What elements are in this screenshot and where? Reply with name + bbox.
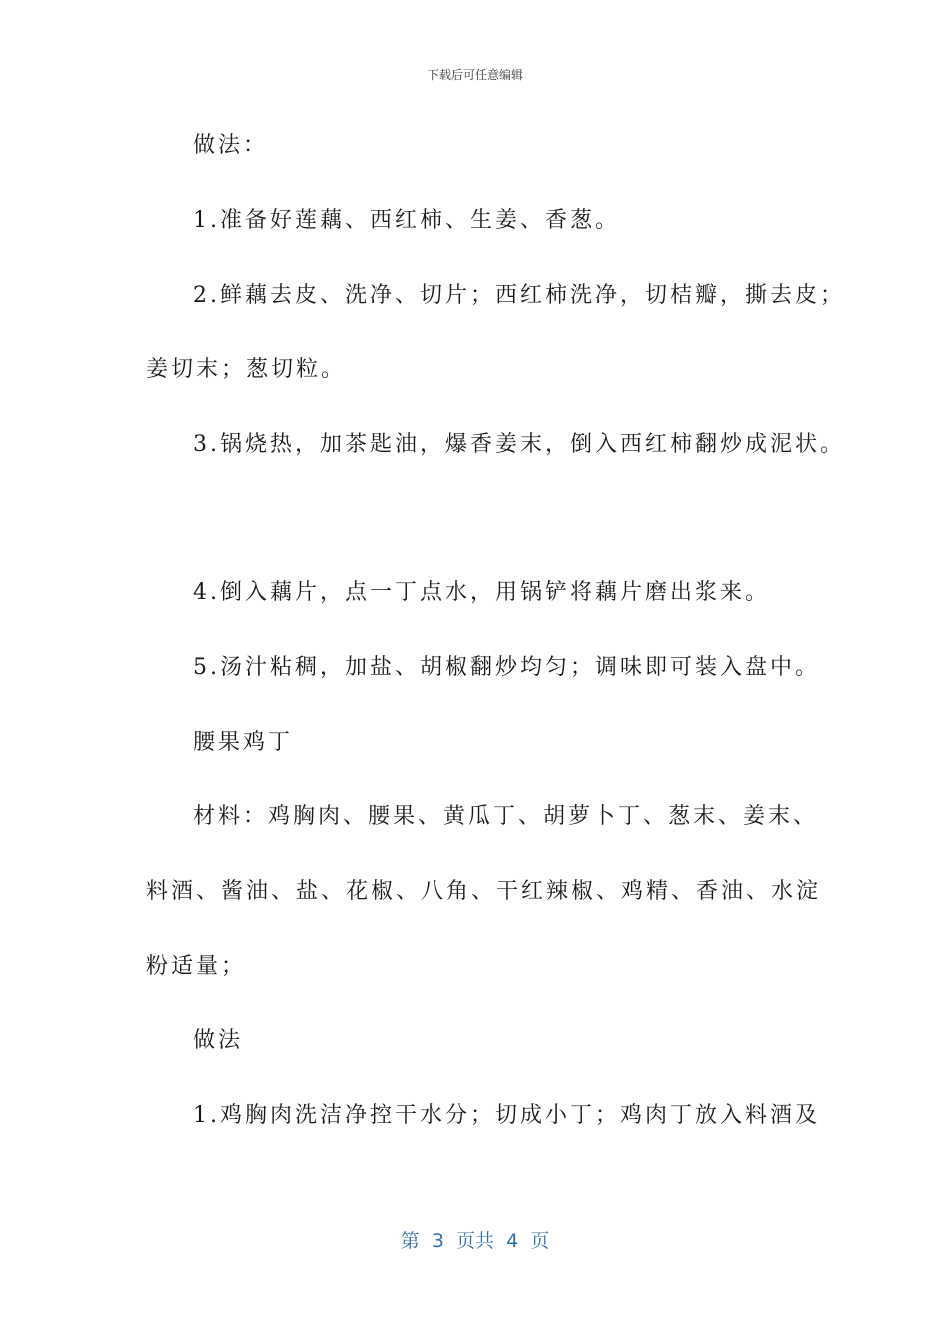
method-heading: 做法：	[193, 133, 269, 158]
step-1-second-recipe: 1.鸡胸肉洗洁净控干水分；切成小丁；鸡肉丁放入料酒及	[193, 1103, 820, 1128]
step-2-continued: 姜切末；葱切粒。	[146, 357, 347, 382]
ingredients-line-3: 粉适量；	[146, 954, 247, 979]
page-footer: 第 3 页共 4 页	[400, 1230, 550, 1252]
step-2: 2.鲜藕去皮、洗净、切片；西红柿洗净，切桔瓣，撕去皮；	[193, 283, 845, 308]
step-5: 5.汤汁粘稠，加盐、胡椒翻炒均匀；调味即可装入盘中。	[193, 655, 820, 680]
step-1: 1.准备好莲藕、西红柿、生姜、香葱。	[193, 208, 620, 233]
ingredients-line-1: 材料：鸡胸肉、腰果、黄瓜丁、胡萝卜丁、葱末、姜末、	[193, 804, 819, 829]
ingredients-line-2: 料酒、酱油、盐、花椒、八角、干红辣椒、鸡精、香油、水淀	[146, 879, 822, 904]
page-header: 下载后可任意编辑	[426, 68, 523, 82]
recipe-title: 腰果鸡丁	[193, 730, 294, 755]
method-heading-2: 做法	[193, 1028, 244, 1053]
step-4: 4.倒入藕片，点一丁点水，用锅铲将藕片磨出浆来。	[193, 580, 770, 605]
step-3: 3.锅烧热，加茶匙油，爆香姜末，倒入西红柿翻炒成泥状。	[193, 432, 845, 457]
